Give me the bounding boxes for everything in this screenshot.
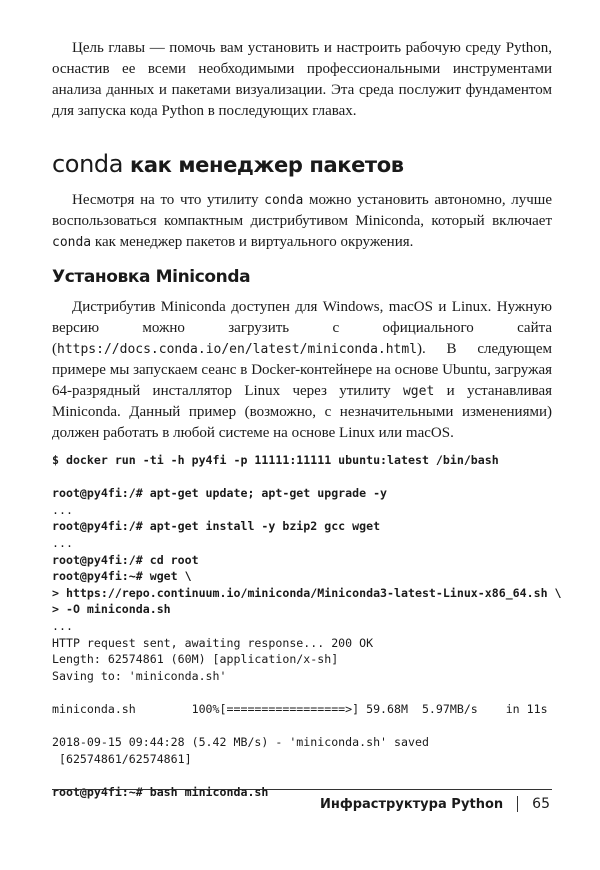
code-line: root@py4fi:~# bash miniconda.sh — [52, 784, 269, 799]
code-line: $ docker run -ti -h py4fi -p 11111:11111 ubuntu:latest /bin/bash — [52, 453, 499, 467]
miniconda-paragraph — [52, 297, 552, 444]
miniconda-url-link[interactable]: https://docs.conda.io/en/latest/miniconda.html — [57, 342, 418, 357]
conda-para-before: Несмотря на то что утилиту — [72, 192, 259, 208]
footer-separator — [517, 796, 518, 812]
conda-heading-text: как менеджер пакетов — [129, 153, 404, 177]
code-line — [52, 684, 552, 701]
miniconda-heading: Установка Miniconda — [52, 267, 251, 287]
conda-para-mid: можно установить автономно, лучше воспользоваться компактным дистрибутивом Miniconda, который включает — [52, 192, 553, 229]
code-line: ... — [52, 502, 73, 517]
footer-title: Инфраструктура Python — [319, 796, 504, 812]
miniconda-para-part3: и устанавливая Miniconda. Данный пример (возможно, с незначительными изменениями) должен работать в любой системе на основе Linux или macOS. — [52, 383, 553, 441]
code-line: [62574861/62574861] — [52, 751, 192, 766]
code-line: root@py4fi:~# wget \ — [52, 569, 192, 584]
miniconda-para-code: wget — [402, 384, 435, 399]
code-line — [52, 718, 552, 735]
conda-para-code2: conda — [52, 235, 92, 250]
code-line — [52, 767, 552, 784]
conda-para-code1: conda — [264, 193, 304, 208]
code-line: > -O miniconda.sh — [52, 602, 171, 617]
code-line: 2018-09-15 09:44:28 (5.42 MB/s) - 'miniconda.sh' saved — [52, 735, 429, 750]
conda-heading — [52, 150, 552, 178]
conda-heading-code: conda — [52, 150, 124, 178]
intro-paragraph: Цель главы — помочь вам установить и настроить рабочую среду Python, оснастив ее всеми необходимыми профессиональными инструментами анализа данных и пакетами визуализации. Эта среда послужит фундаментом для запуска кода Python в последующих главах. — [52, 40, 552, 119]
code-line: > https://repo.continuum.io/miniconda/Miniconda3-latest-Linux-x86_64.sh \ — [52, 585, 562, 600]
code-block — [52, 452, 562, 800]
footer-divider — [52, 789, 552, 790]
code-line: HTTP request sent, awaiting response... 200 OK — [52, 635, 374, 650]
conda-paragraph — [52, 190, 552, 253]
code-line: Length: 62574861 (60M) [application/x-sh] — [52, 652, 339, 667]
code-line: miniconda.sh 100%[=================>] 59.68M 5.97MB/s in 11s — [52, 701, 548, 716]
code-line: Saving to: 'miniconda.sh' — [52, 668, 227, 683]
page-content — [52, 38, 562, 800]
code-line — [52, 469, 552, 486]
conda-para-after: как менеджер пакетов и виртуального окружения. — [94, 234, 414, 250]
code-line: root@py4fi:/# apt-get install -y bzip2 gcc wget — [52, 519, 381, 534]
miniconda-para-part1: Дистрибутив Miniconda доступен для Windows, macOS и Linux. Нужную версию можно загрузить с официального сайта ( — [52, 299, 552, 357]
page-footer — [320, 796, 550, 812]
code-line: ... — [52, 618, 73, 633]
page-number: 65 — [532, 796, 550, 812]
code-line: root@py4fi:/# apt-get update; apt-get upgrade -y — [52, 486, 388, 501]
miniconda-para-part2: ). В следующем примере мы запускаем сеанс в Docker-контейнере на основе Ubuntu, загружая 64-разрядный инсталлятор Linux через утилиту — [52, 341, 552, 399]
code-line: ... — [52, 535, 73, 550]
code-line: root@py4fi:/# cd root — [52, 552, 199, 567]
